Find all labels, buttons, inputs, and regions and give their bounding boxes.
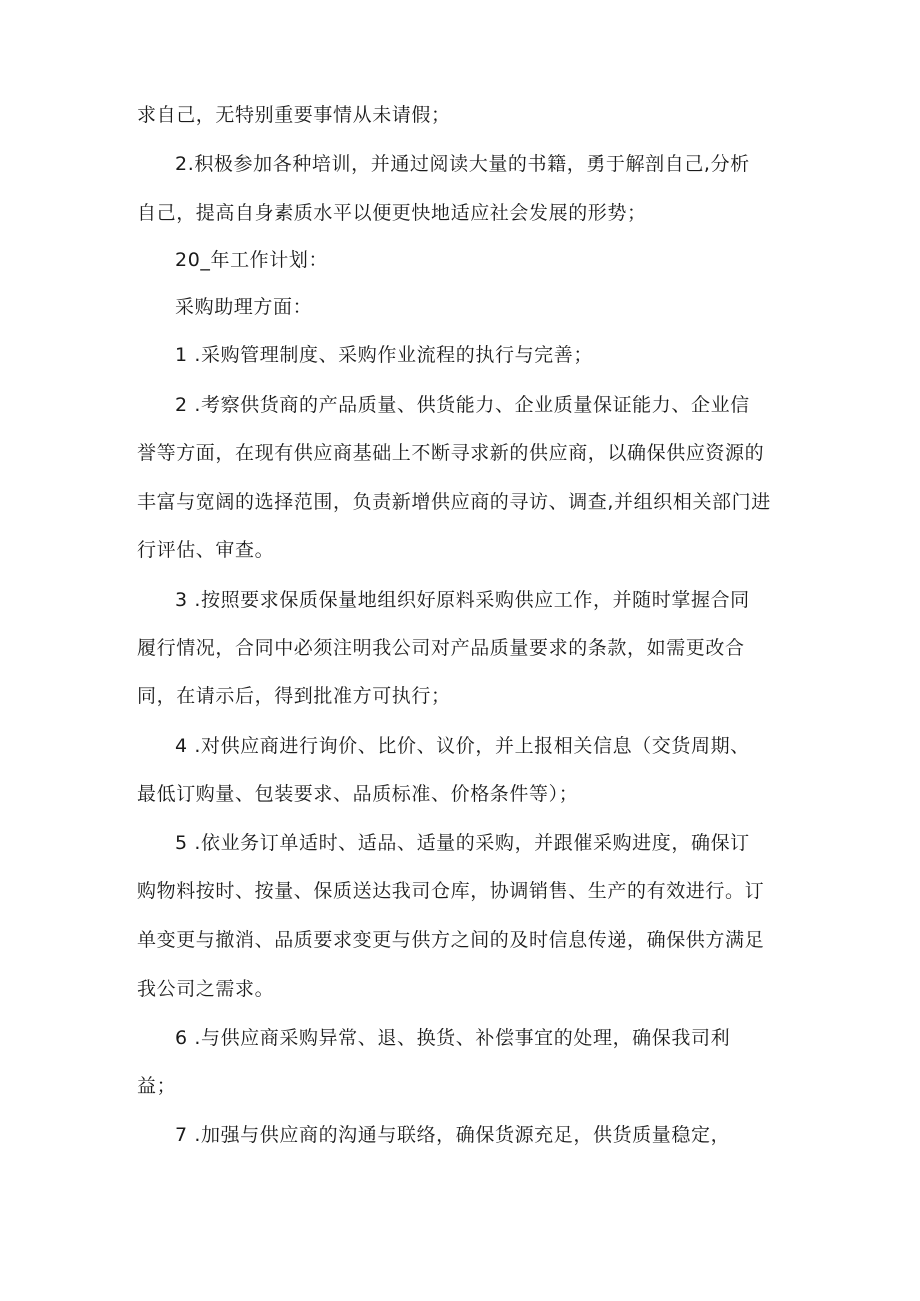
text-line: 我公司之需求。 [137, 978, 275, 1000]
text-line: 采购助理方面： [175, 296, 313, 318]
text-line: 行评估、审查。 [137, 539, 275, 561]
text-line: 单变更与撤消、品质要求变更与供方之间的及时信息传递，确保供方满足 [137, 929, 765, 951]
text-line: 5 .依业务订单适时、适品、适量的采购，并跟催采购进度，确保订 [175, 832, 750, 854]
text-line: 6 .与供应商采购异常、退、换货、补偿事宜的处理，确保我司利 [175, 1027, 731, 1049]
text-line: 丰富与宽阔的选择范围，负责新增供应商的寻访、调查,并组织相关部门进 [137, 491, 771, 513]
text-line: 求自己，无特别重要事情从未请假； [137, 104, 451, 126]
text-line: 自己，提高自身素质水平以便更快地适应社会发展的形势； [137, 202, 647, 224]
text-line: 7 .加强与供应商的沟通与联络，确保货源充足，供货质量稳定， [175, 1124, 731, 1146]
text-line: 4 .对供应商进行询价、比价、议价，并上报相关信息（交货周期、 [175, 735, 750, 757]
text-line: 同，在请示后，得到批准方可执行； [137, 685, 451, 707]
text-line: 20_年工作计划： [175, 249, 329, 271]
text-line: 誉等方面，在现有供应商基础上不断寻求新的供应商，以确保供应资源的 [137, 442, 765, 464]
text-line: 3 .按照要求保质保量地组织好原料采购供应工作，并随时掌握合同 [175, 589, 750, 611]
text-line: 2.积极参加各种培训，并通过阅读大量的书籍，勇于解剖自己,分析 [175, 153, 750, 175]
text-line: 最低订购量、包装要求、品质标准、价格条件等）； [137, 783, 579, 805]
text-line: 2 .考察供货商的产品质量、供货能力、企业质量保证能力、企业信 [175, 394, 750, 416]
text-line: 益； [137, 1075, 177, 1097]
text-line: 履行情况，合同中必须注明我公司对产品质量要求的条款，如需更改合 [137, 637, 745, 659]
text-line: 购物料按时、按量、保质送达我司仓库，协调销售、生产的有效进行。订 [137, 880, 765, 902]
text-line: 1 .采购管理制度、采购作业流程的执行与完善； [175, 344, 593, 366]
